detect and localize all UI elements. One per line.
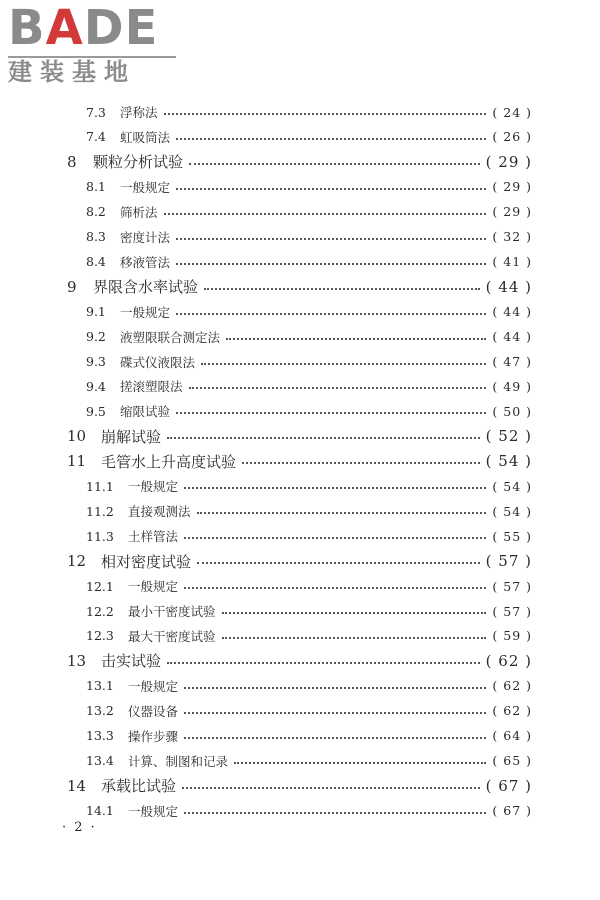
toc-entry-page: ( 55 )	[492, 528, 532, 544]
dot-leader	[234, 762, 486, 764]
toc-entry-title: 毛管水上升高度试验	[101, 452, 237, 471]
toc-section-entry[interactable]	[86, 252, 532, 272]
toc-entry-page: ( 24 )	[492, 104, 532, 120]
toc-entry-page: ( 57 )	[492, 578, 532, 594]
dot-leader	[176, 313, 486, 315]
toc-entry-page: ( 29 )	[492, 179, 532, 195]
toc-section-entry[interactable]	[86, 601, 532, 621]
toc-entry-number: 12	[67, 552, 87, 571]
toc-entry-page: ( 54 )	[492, 503, 532, 519]
toc-entry-number: 9.1	[86, 304, 106, 320]
toc-entry-number: 9	[67, 277, 77, 296]
dot-leader	[184, 712, 486, 714]
toc-chapter-entry[interactable]	[67, 776, 532, 796]
toc-entry-title: 一般规定	[120, 304, 171, 320]
dot-leader	[204, 288, 480, 290]
toc-section-entry[interactable]	[86, 701, 532, 721]
logo-subtitle: 建装基地	[8, 58, 136, 86]
dot-leader	[201, 363, 486, 365]
toc-entry-number: 12.3	[86, 628, 114, 644]
toc-entry-page: ( 44 )	[492, 304, 532, 320]
toc-entry-page: ( 62 )	[485, 651, 532, 670]
dot-leader	[176, 238, 486, 240]
toc-entry-number: 9.4	[86, 378, 106, 394]
toc-entry-page: ( 57 )	[485, 552, 532, 571]
toc-entry-number: 7.3	[86, 104, 106, 120]
toc-entry-page: ( 65 )	[492, 753, 532, 769]
toc-entry-page: ( 29 )	[485, 152, 532, 171]
toc-entry-title: 浮称法	[120, 105, 158, 120]
toc-section-entry[interactable]	[86, 526, 532, 546]
toc-section-entry[interactable]	[86, 576, 532, 596]
toc-entry-number: 8	[67, 152, 77, 171]
toc-entry-number: 14.1	[86, 803, 114, 819]
toc-entry-page: ( 57 )	[492, 603, 532, 619]
dot-leader	[176, 263, 486, 265]
toc-entry-number: 12.1	[86, 578, 114, 594]
toc-entry-title: 移液管法	[120, 254, 171, 270]
dot-leader	[167, 437, 480, 439]
toc-entry-title: 一般规定	[120, 179, 171, 195]
toc-chapter-entry[interactable]	[67, 551, 532, 571]
toc-entry-title: 碟式仪液限法	[120, 354, 196, 370]
toc-section-entry[interactable]	[86, 726, 532, 746]
toc-entry-title: 一般规定	[128, 678, 179, 694]
toc-entry-title: 虹吸筒法	[120, 129, 171, 145]
dot-leader	[167, 662, 480, 664]
toc-entry-title: 缩限试验	[120, 404, 171, 420]
toc-entry-title: 搓滚塑限法	[120, 379, 183, 395]
toc-entry-number: 8.4	[86, 254, 106, 270]
toc-section-entry[interactable]	[86, 501, 532, 521]
toc-entry-title: 液塑限联合测定法	[120, 329, 221, 345]
toc-entry-page: ( 59 )	[492, 628, 532, 644]
dot-leader	[176, 138, 486, 140]
toc-entry-page: ( 50 )	[492, 403, 532, 419]
toc-entry-number: 11	[67, 452, 87, 471]
toc-entry-page: ( 67 )	[492, 803, 532, 819]
toc-entry-title: 界限含水率试验	[93, 278, 199, 297]
toc-entry-title: 土样管法	[128, 529, 179, 545]
toc-entry-title: 计算、制图和记录	[128, 753, 229, 769]
toc-entry-page: ( 44 )	[492, 329, 532, 345]
toc-entry-number: 9.5	[86, 403, 106, 419]
toc-entry-page: ( 29 )	[492, 204, 532, 220]
toc-section-entry[interactable]	[86, 676, 532, 696]
dot-leader	[189, 387, 487, 389]
dot-leader	[164, 213, 487, 215]
toc-entry-title: 一般规定	[128, 479, 179, 495]
toc-entry-number: 11.1	[86, 478, 114, 494]
toc-entry-number: 14	[67, 776, 87, 795]
toc-entry-page: ( 62 )	[492, 703, 532, 719]
toc-entry-title: 相对密度试验	[101, 552, 192, 571]
toc-entry-number: 9.2	[86, 329, 106, 345]
toc-entry-title: 仪器设备	[128, 703, 179, 719]
toc-entry-number: 13.3	[86, 728, 114, 744]
toc-section-entry[interactable]	[86, 327, 532, 347]
toc-entry-number: 8.1	[86, 179, 106, 195]
dot-leader	[184, 737, 486, 739]
toc-entry-title: 直接观测法	[128, 504, 191, 520]
toc-entry-number: 11.2	[86, 503, 114, 519]
toc-entry-page: ( 54 )	[485, 452, 532, 471]
toc-section-entry[interactable]	[86, 476, 532, 496]
toc-entry-page: ( 41 )	[492, 254, 532, 270]
toc-section-entry[interactable]	[86, 626, 532, 646]
toc-entry-title: 崩解试验	[101, 427, 162, 446]
dot-leader	[182, 787, 480, 789]
page-number: · 2 ·	[62, 820, 97, 835]
dot-leader	[184, 487, 486, 489]
toc-entry-title: 承载比试验	[101, 777, 177, 796]
dot-leader	[164, 113, 487, 115]
toc-chapter-entry[interactable]	[67, 152, 532, 172]
dot-leader	[184, 812, 486, 814]
toc-section-entry[interactable]	[86, 177, 532, 197]
logo-wordmark: BADE	[8, 0, 159, 56]
toc-entry-number: 13.2	[86, 703, 114, 719]
toc-entry-title: 击实试验	[101, 652, 162, 671]
dot-leader	[226, 338, 486, 340]
toc-entry-title: 操作步骤	[128, 728, 179, 744]
dot-leader	[197, 562, 480, 564]
dot-leader	[222, 637, 487, 639]
toc-entry-number: 13.1	[86, 678, 114, 694]
toc-section-entry[interactable]	[86, 376, 532, 396]
toc-entry-title: 筛析法	[120, 204, 158, 220]
toc-entry-page: ( 47 )	[492, 354, 532, 369]
toc-entry-title: 一般规定	[128, 803, 179, 819]
dot-leader	[242, 462, 480, 464]
toc-entry-title: 一般规定	[128, 579, 179, 595]
toc-section-entry[interactable]	[86, 227, 532, 247]
toc-section-entry[interactable]	[86, 302, 532, 322]
dot-leader	[176, 188, 486, 190]
toc-entry-page: ( 49 )	[492, 378, 532, 394]
toc-entry-number: 13.4	[86, 753, 114, 769]
dot-leader	[184, 587, 486, 589]
toc-section-entry[interactable]	[86, 751, 532, 771]
toc-entry-page: ( 52 )	[485, 427, 532, 446]
dot-leader	[189, 163, 480, 165]
toc-chapter-entry[interactable]	[67, 451, 532, 471]
dot-leader	[184, 687, 486, 689]
toc-entry-page: ( 62 )	[492, 678, 532, 694]
toc-entry-number: 11.3	[86, 528, 114, 544]
toc-entry-number: 10	[67, 427, 87, 446]
toc-section-entry[interactable]	[86, 801, 532, 821]
toc-entry-number: 8.2	[86, 204, 106, 220]
toc-entry-title: 密度计法	[120, 229, 171, 245]
dot-leader	[176, 412, 486, 414]
toc-entry-page: ( 54 )	[492, 478, 532, 494]
dot-leader	[184, 537, 486, 539]
toc-entry-title: 最大干密度试验	[128, 628, 216, 644]
toc-chapter-entry[interactable]	[67, 277, 532, 297]
toc-chapter-entry[interactable]	[67, 651, 532, 671]
toc-entry-number: 7.4	[86, 129, 106, 145]
toc-chapter-entry[interactable]	[67, 426, 532, 446]
toc-entry-title: 最小干密度试验	[128, 604, 216, 619]
toc-entry-page: ( 26 )	[492, 129, 532, 145]
dot-leader	[222, 612, 487, 614]
toc-entry-page: ( 64 )	[492, 728, 532, 744]
toc-entry-number: 9.3	[86, 354, 106, 369]
toc-entry-number: 13	[67, 651, 87, 670]
toc-section-entry[interactable]	[86, 127, 532, 147]
toc-entry-page: ( 32 )	[492, 229, 532, 245]
toc-entry-page: ( 67 )	[485, 776, 532, 795]
toc-section-entry[interactable]	[86, 352, 532, 372]
toc-entry-number: 8.3	[86, 229, 106, 245]
toc-entry-number: 12.2	[86, 603, 114, 619]
toc-entry-title: 颗粒分析试验	[93, 153, 184, 172]
toc-entry-page: ( 44 )	[485, 277, 532, 296]
toc-section-entry[interactable]	[86, 102, 532, 122]
toc-section-entry[interactable]	[86, 401, 532, 421]
dot-leader	[197, 512, 487, 514]
toc-section-entry[interactable]	[86, 202, 532, 222]
